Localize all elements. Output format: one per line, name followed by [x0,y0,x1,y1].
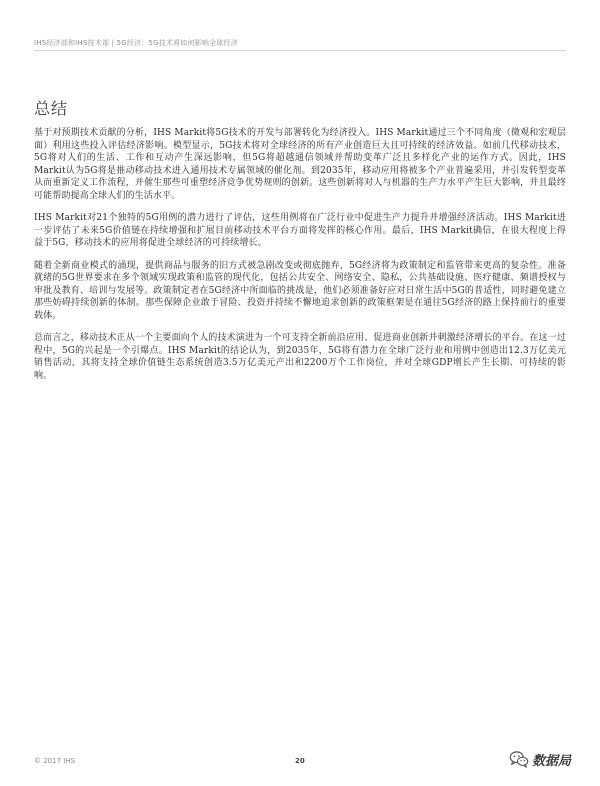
watermark-text: 数据局 [532,753,572,769]
page-header: IHS经济部和IHS技术部 | 5G经济：5G技术将如何影响全球经济 [34,39,238,47]
footer-copyright: © 2017 IHS [34,757,76,765]
paragraph-4: 总而言之，移动技术正从一个主要面向个人的技术演进为一个可支持全新前沿应用、促进商业创新并刺激经济增长的平台。在这一过程中，5G的兴起是一个引爆点。IHS Markit的结论认为，到2035年，5G将有潜力在全球广泛行业和用例中创造出12.3万亿美元销售活动，其将支持全球价值链生态系统创造3.5万亿美元产出和2200万个工作岗位，并对全球GDP增长产生长期、可持续的影响。 [34,333,566,381]
paragraph-2: IHS Markit对21个独特的5G用例的潜力进行了评估，这些用例将在广泛行业中促进生产力提升并增强经济活动。IHS Markit进一步评估了未来5G价值链在持续增强和扩展目前移动技术平台方面将发挥的核心作用。最后，IHS Markit确信，在很大程度上得益于5G，移动技术的应用将促进全球经济的可持续增长。 [34,213,566,248]
page-footer [34,755,566,769]
header-divider [34,50,566,51]
content-body [34,127,566,392]
wechat-icon [508,748,530,770]
paragraph-3: 随着全新商业模式的涌现，提供商品与服务的旧方式被急剧改变或彻底抛弃，5G经济将为政策制定和监管带来更高的复杂性。准备就绪的5G世界要求在多个领域实现政策和监管的现代化，包括公共安全、网络安全、隐私，公共基础设施、医疗健康、频谱授权与审批及教育、培训与发展等。政策制定者在5G经济中所面临的挑战是，他们必须准备好应对日常生活中5G的普适性，同时避免建立那些妨碍持续创新的体制。那些保障企业敢于冒险、投资并持续不懈地追求创新的政策框架是在通往5G经济的路上保持前行的重要载体。 [34,260,566,321]
watermark [508,748,571,770]
page-number: 20 [295,757,305,765]
section-title: 总结 [34,99,69,118]
paragraph-1: 基于对预期技术贡献的分析，IHS Markit将5G技术的开发与部署转化为经济投入。IHS Markit通过三个不同角度（微观和宏观层面）利用这些投入评估经济影响。模型显示，5G技术将对全球经济的所有产业创造巨大且可持续的经济效益。如前几代移动技术，5G将对人们的生活、工作和互动产生深远影响，但5G将超越通信领域并帮助变革广泛且多样化产业的运作方式。因此，IHS Markit认为5G将是推动移动技术进入通用技术专属领域的催化剂。到2035年，移动应用将被多个产业普遍采用，并引发转型变革从而重新定义工作流程，并催生那些可重塑经济竞争优势规则的创新。这些创新将对人与机器的生产力水平产生巨大影响，并且最终可能帮助提高全球人们的生活水平。 [34,128,566,201]
